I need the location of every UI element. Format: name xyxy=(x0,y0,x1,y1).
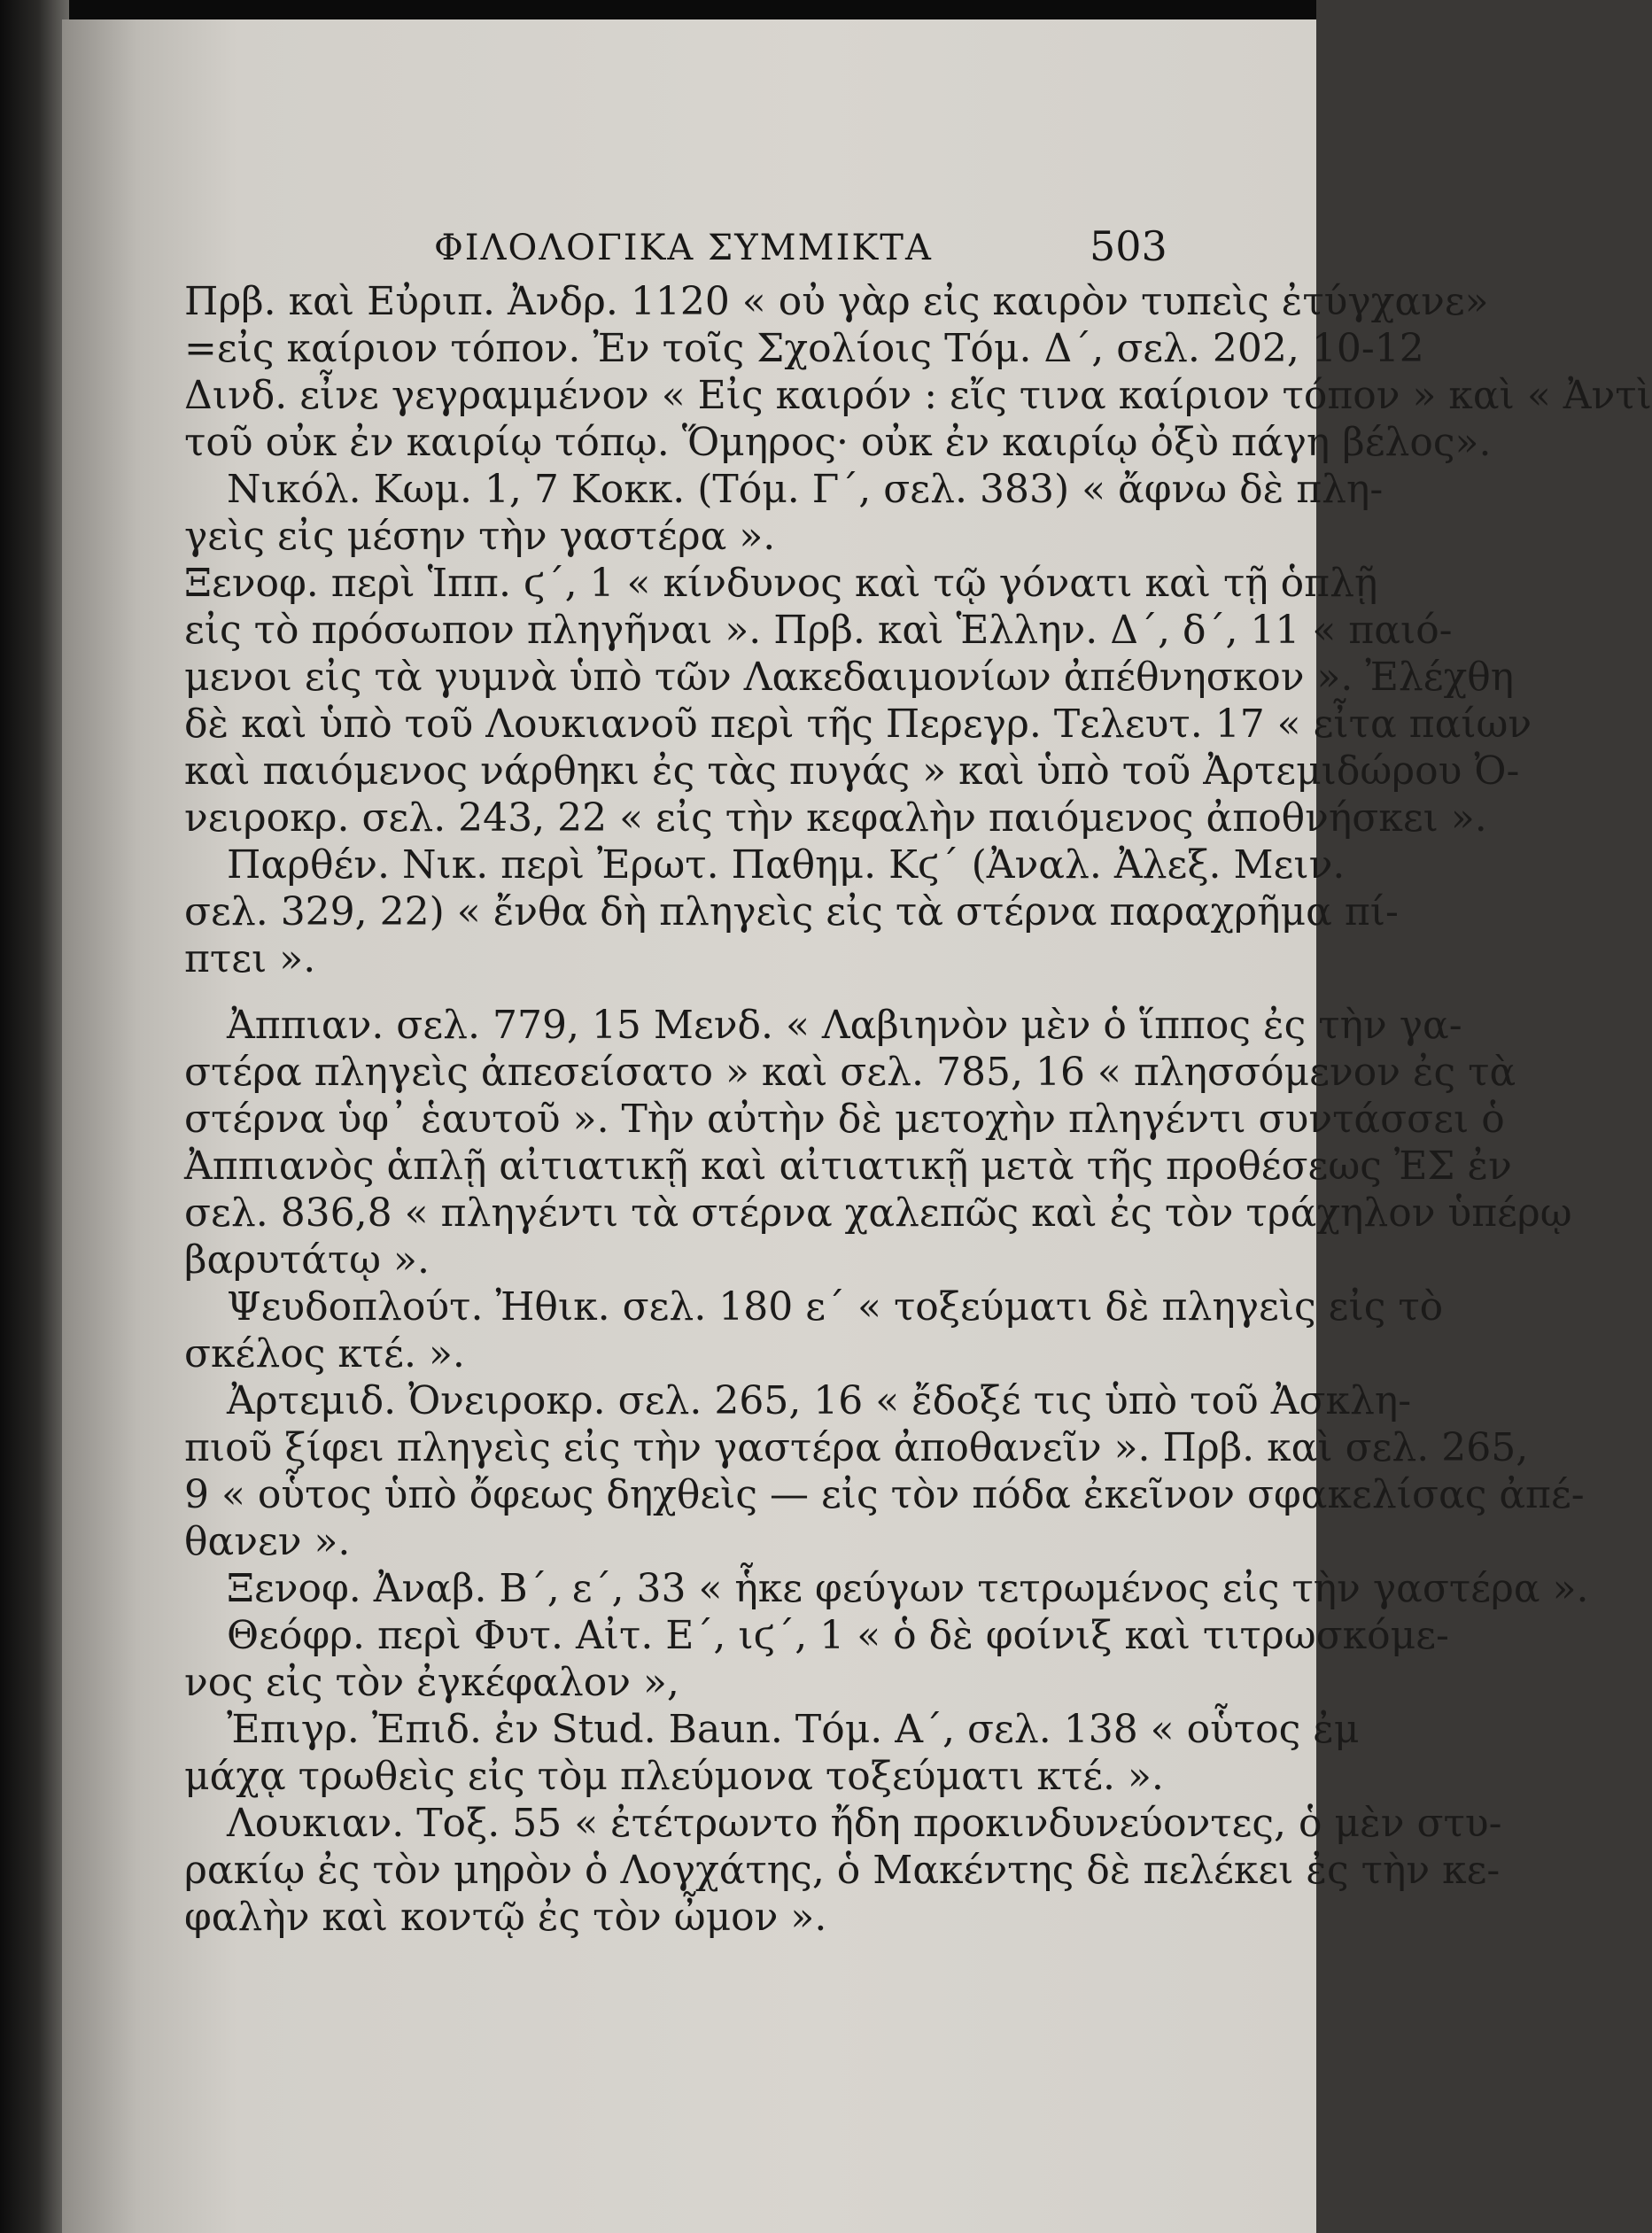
text-line: θανεν ». xyxy=(184,1519,351,1564)
text-line: Λουκιαν. Τοξ. 55 « ἐτέτρωντο ἤδη προκινδυνεύοντες, ὁ μὲν στυ- xyxy=(227,1801,1502,1846)
text-line: πιοῦ ξίφει πληγεὶς εἰς τὴν γαστέρα ἀποθανεῖν ». Πρβ. καὶ σελ. 265, xyxy=(184,1425,1529,1470)
running-title: ΦΙΛΟΛΟΓΙΚΑ ΣΥΜΜΙΚΤΑ xyxy=(434,228,933,268)
text-line: σελ. 836,8 « πληγέντι τὰ στέρνα χαλεπῶς καὶ ἐς τὸν τράχηλον ὑπέρῳ xyxy=(184,1190,1572,1236)
text-line: Νικόλ. Κωμ. 1, 7 Κοκκ. (Τόμ. Γ΄, σελ. 383) « ἄφνω δὲ πλη- xyxy=(227,467,1384,512)
text-line: σκέλος κτέ. ». xyxy=(184,1331,465,1376)
text-line: τοῦ οὐκ ἐν καιρίῳ τόπῳ. Ὅμηρος· οὐκ ἐν καιρίῳ ὀξὺ πάγη βέλος». xyxy=(184,420,1492,465)
text-line: στέρνα ὑφ᾽ ἑαυτοῦ ». Τὴν αὐτὴν δὲ μετοχὴν πληγέντι συντάσσει ὁ xyxy=(184,1097,1505,1142)
text-line: νειροκρ. σελ. 243, 22 « εἰς τὴν κεφαλὴν παιόμενος ἀποθνήσκει ». xyxy=(184,795,1487,841)
text-line: 9 « οὗτος ὑπὸ ὄφεως δηχθεὶς — εἰς τὸν πόδα ἐκεῖνον σφακελίσας ἀπέ- xyxy=(184,1472,1585,1517)
text-line: Ἀππιανὸς ἁπλῇ αἰτιατικῇ καὶ αἰτιατικῇ μετὰ τῆς προθέσεως ἘΣ ἐν xyxy=(184,1144,1512,1189)
text-line: ρακίῳ ἐς τὸν μηρὸν ὁ Λογχάτης, ὁ Μακέντης δὲ πελέκει ἐς τὴν κε- xyxy=(184,1848,1501,1893)
text-line: δὲ καὶ ὑπὸ τοῦ Λουκιανοῦ περὶ τῆς Περεγρ. Τελευτ. 17 « εἶτα παίων xyxy=(184,702,1532,747)
text-line: πτει ». xyxy=(184,936,316,981)
text-line: Ψευδοπλούτ. Ἠθικ. σελ. 180 ε΄ « τοξεύματι δὲ πληγεὶς εἰς τὸ xyxy=(227,1284,1444,1330)
text-line: =εἰς καίριον τόπον. Ἐν τοῖς Σχολίοις Τόμ. Δ΄, σελ. 202, 10-12 xyxy=(184,326,1424,371)
book-page xyxy=(62,19,1652,2233)
text-line: φαλὴν καὶ κοντῷ ἐς τὸν ὦμον ». xyxy=(184,1895,827,1940)
text-line: Δινδ. εἶνε γεγραμμένον « Εἰς καιρόν : εἴς τινα καίριον τόπον » καὶ « Ἀντὶ xyxy=(184,373,1652,418)
text-line: νος εἰς τὸν ἐγκέφαλον », xyxy=(184,1660,679,1705)
text-line: εἰς τὸ πρόσωπον πληγῆναι ». Πρβ. καὶ Ἑλλην. Δ΄, δ΄, 11 « παιό- xyxy=(184,608,1453,653)
text-line: Θεόφρ. περὶ Φυτ. Αἰτ. Ε΄, ιϛ΄, 1 « ὁ δὲ φοίνιξ καὶ τιτρωσκόμε- xyxy=(227,1613,1449,1658)
text-line: Ἐπιγρ. Ἐπιδ. ἐν Stud. Baun. Τόμ. Α΄, σελ. 138 « οὗτος ἐμ xyxy=(227,1707,1360,1752)
text-line: βαρυτάτῳ ». xyxy=(184,1237,430,1283)
text-line: Ξενοφ. Ἀναβ. Β΄, ε΄, 33 « ἧκε φεύγων τετρωμένος εἰς τὴν γαστέρα ». xyxy=(227,1566,1589,1611)
text-line: μάχᾳ τρωθεὶς εἰς τὸμ πλεύμονα τοξεύματι κτέ. ». xyxy=(184,1754,1164,1799)
page-number: 503 xyxy=(1090,222,1167,270)
text-line: γεὶς εἰς μέσην τὴν γαστέρα ». xyxy=(184,514,776,559)
text-line: μενοι εἰς τὰ γυμνὰ ὑπὸ τῶν Λακεδαιμονίων ἀπέθνησκον ». Ἐλέχθη xyxy=(184,655,1515,700)
text-line: Ξενοφ. περὶ Ἱππ. ϛ΄, 1 « κίνδυνος καὶ τῷ γόνατι καὶ τῇ ὁπλῇ xyxy=(184,561,1378,606)
text-line: Παρθέν. Νικ. περὶ Ἐρωτ. Παθημ. Κϛ΄ (Ἀναλ. Ἀλεξ. Μειν. xyxy=(227,842,1346,888)
text-line: Πρβ. καὶ Εὐριπ. Ἀνδρ. 1120 « οὐ γὰρ εἰς καιρὸν τυπεὶς ἐτύγχανε» xyxy=(184,279,1489,324)
text-line: Ἀρτεμιδ. Ὀνειροκρ. σελ. 265, 16 « ἔδοξέ τις ὑπὸ τοῦ Ἀσκλη- xyxy=(227,1378,1412,1423)
body-text xyxy=(184,278,1652,1941)
book-spine-shadow xyxy=(0,0,69,2233)
text-line: σελ. 329, 22) « ἔνθα δὴ πληγεὶς εἰς τὰ στέρνα παραχρῆμα πί- xyxy=(184,889,1399,934)
text-line: στέρα πληγεὶς ἀπεσείσατο » καὶ σελ. 785, 16 « πλησσόμενον ἐς τὰ xyxy=(184,1050,1516,1095)
text-line: καὶ παιόμενος νάρθηκι ἐς τὰς πυγάς » καὶ ὑπὸ τοῦ Ἀρτεμιδώρου Ὀ- xyxy=(184,748,1520,794)
text-line: Ἀππιαν. σελ. 779, 15 Μενδ. « Λαβιηνὸν μὲν ὁ ἵππος ἐς τὴν γα- xyxy=(227,1003,1462,1048)
